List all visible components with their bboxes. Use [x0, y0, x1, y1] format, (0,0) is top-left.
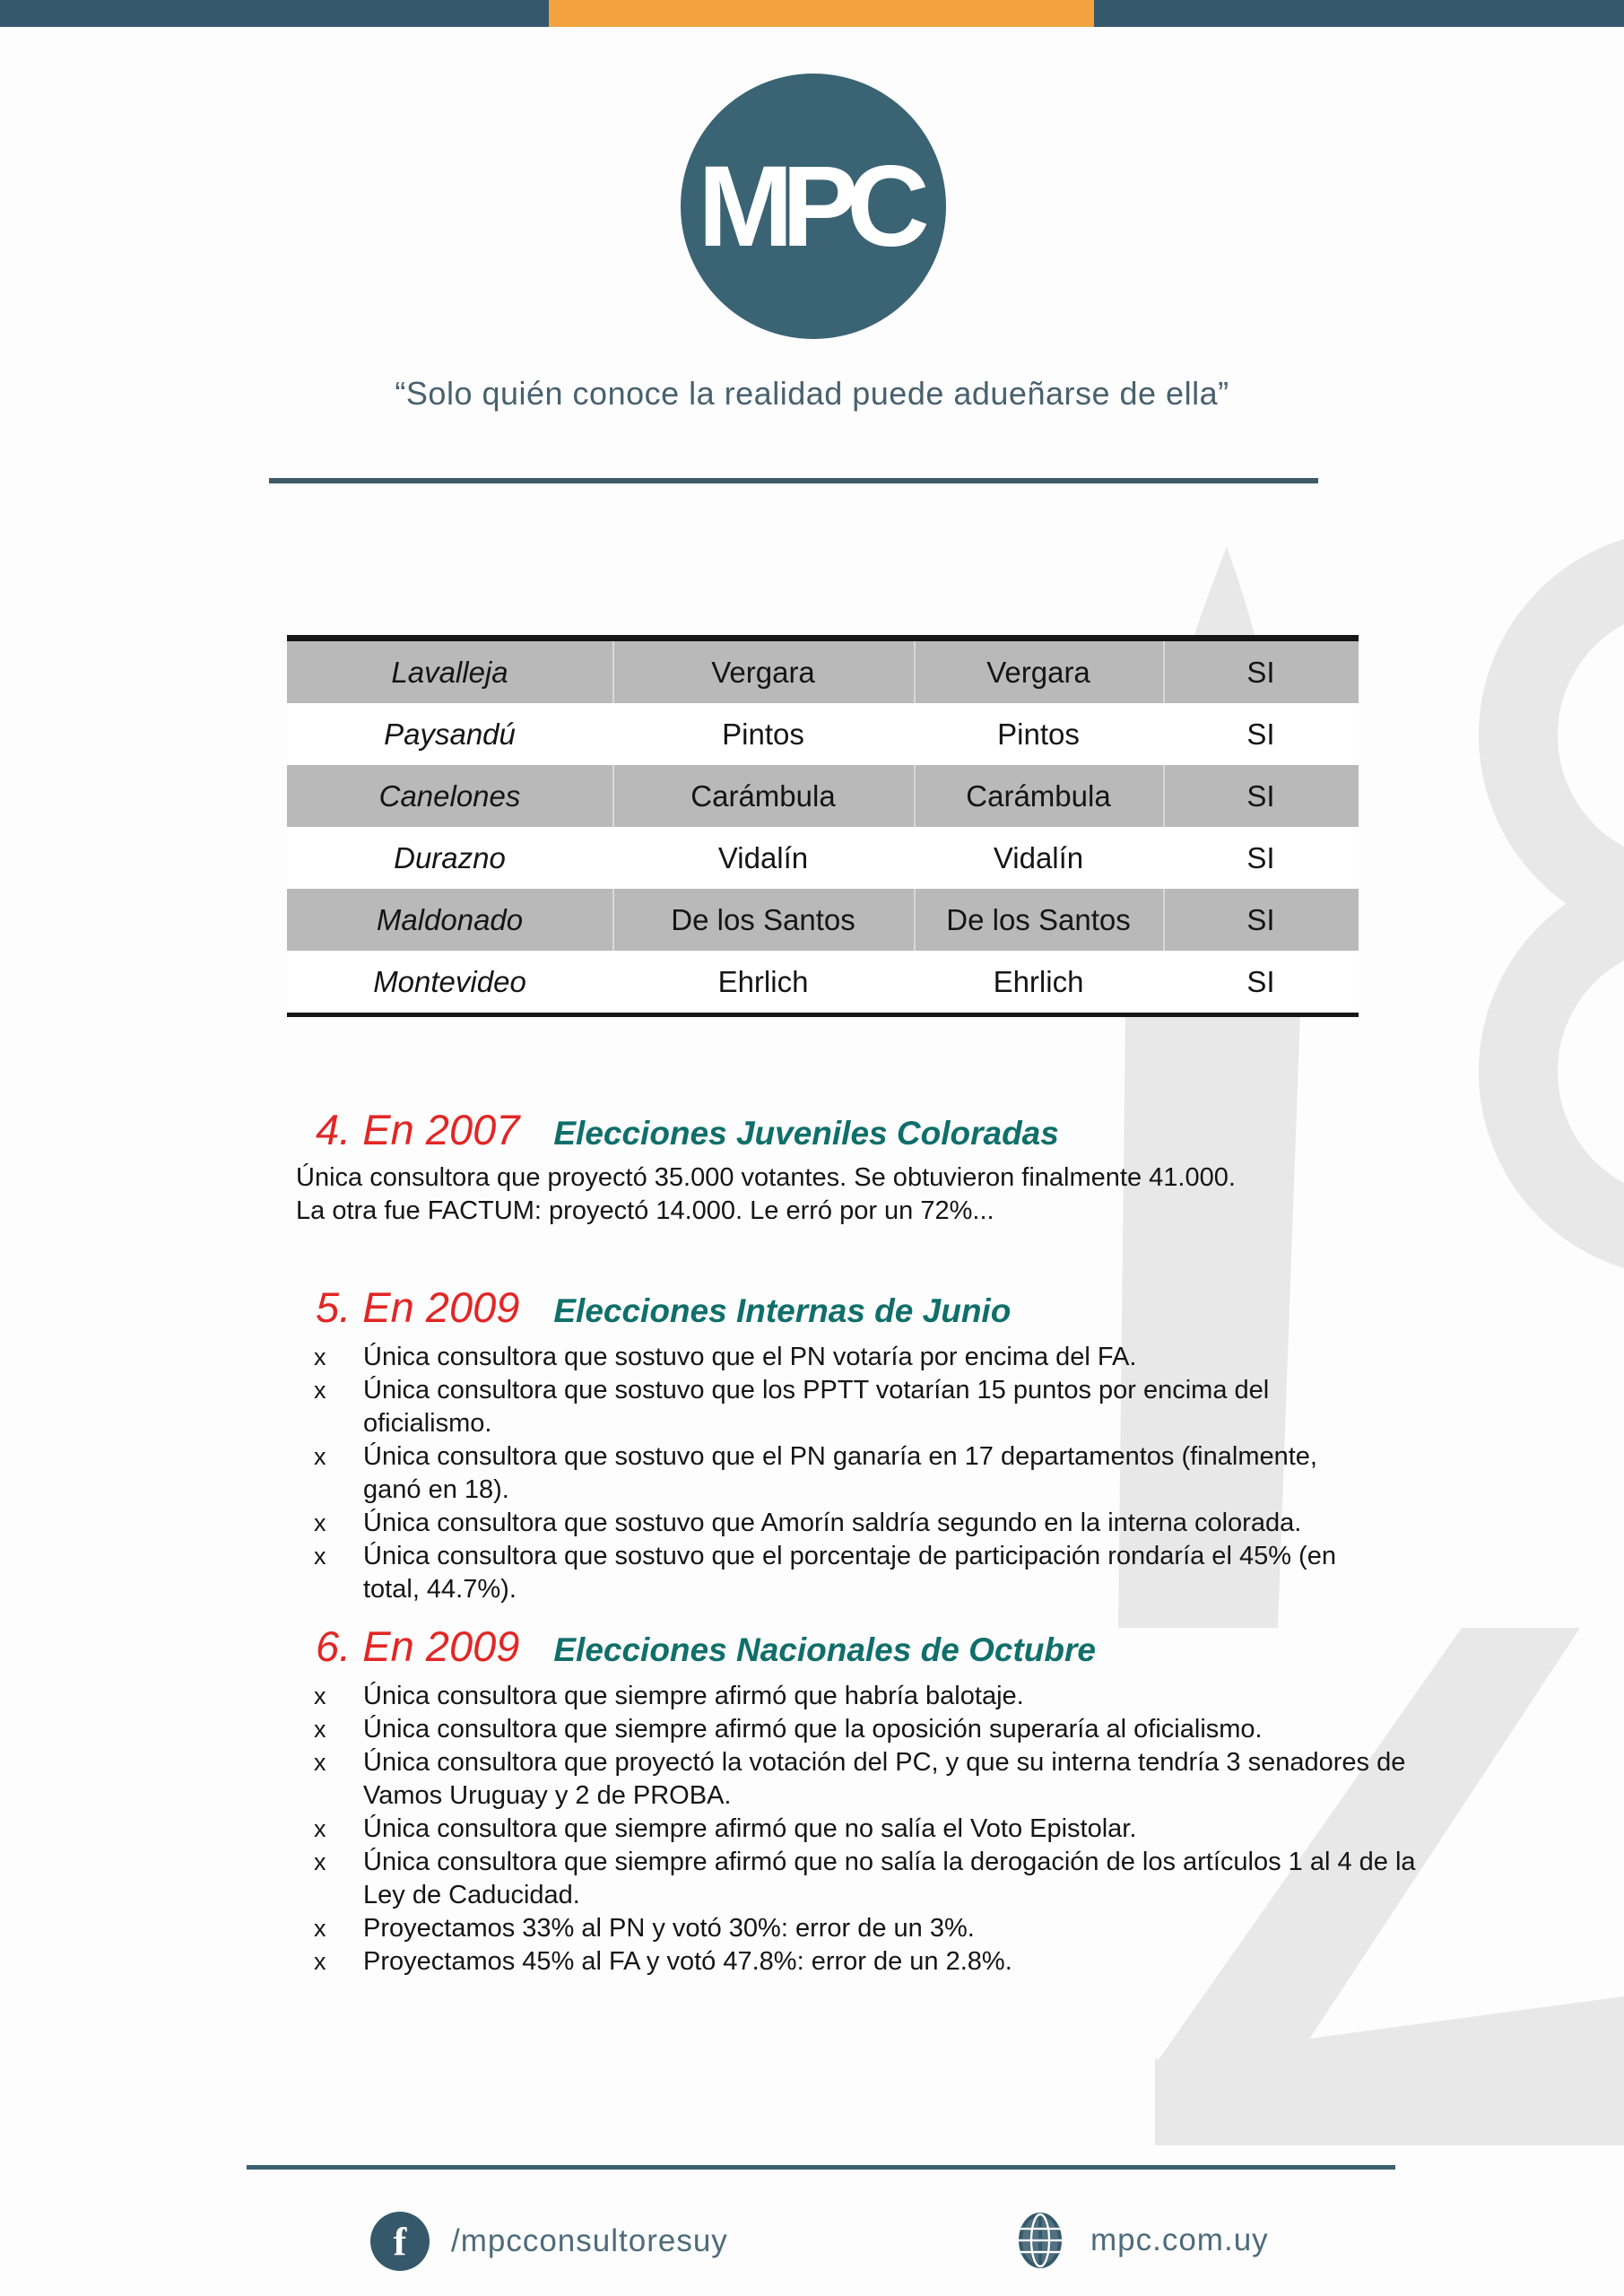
company-quote: “Solo quién conoce la realidad puede adueñarse de ella”: [395, 375, 1229, 412]
website-url: mpc.com.uy: [1090, 2222, 1269, 2257]
globe-icon: [1012, 2212, 1069, 2269]
candidate-cell: Pintos: [997, 717, 1080, 751]
top-bar: [0, 0, 1624, 27]
section-2009-nacionales: [0, 1622, 1624, 1979]
bullet-text: Única consultora que sostuvo que Amorín saldría segundo en la interna colorada.: [363, 1509, 1302, 1537]
facebook-link[interactable]: [370, 2212, 728, 2271]
department-cell: Maldonado: [376, 902, 524, 936]
result-cell: SI: [1163, 765, 1359, 827]
section-heading: [316, 1283, 1624, 1332]
bullet-item: [314, 1680, 1624, 1713]
section-title: Elecciones Internas de Junio: [553, 1292, 1012, 1329]
bullet-text: Única consultora que sostuvo que los PPTT votarían 15 puntos por encima del oficialismo.: [363, 1376, 1270, 1438]
candidate-cell: Vergara: [914, 641, 1163, 703]
section-title: Elecciones Nacionales de Octubre: [553, 1631, 1096, 1668]
candidate-cell: Vidalín: [993, 840, 1084, 874]
bullet-marker: x: [314, 1815, 326, 1842]
bullet-item: [314, 1540, 1624, 1606]
bullet-marker: x: [314, 1377, 326, 1404]
section-2009-internas: [0, 1283, 1624, 1606]
top-bar-orange-accent: [549, 0, 1094, 27]
candidate-cell: Ehrlich: [993, 964, 1084, 998]
candidate-cell: De los Santos: [612, 889, 914, 951]
bullet-marker: x: [314, 1509, 326, 1536]
bullet-marker: x: [314, 1543, 326, 1570]
candidate-cell: Carámbula: [914, 765, 1163, 827]
bullet-marker: x: [314, 1683, 326, 1709]
bullet-list: [314, 1680, 1624, 1979]
results-table: [287, 635, 1359, 1017]
bullet-item: [314, 1341, 1624, 1374]
result-cell: SI: [1246, 964, 1275, 998]
section-number-year: 6. En 2009: [316, 1622, 520, 1670]
section-title: Elecciones Juveniles Coloradas: [553, 1115, 1059, 1152]
mpc-logo-text: MPC: [698, 142, 918, 271]
section-number-year: 5. En 2009: [316, 1283, 520, 1331]
bullet-marker: x: [314, 1915, 326, 1942]
candidate-cell: Vergara: [612, 641, 914, 703]
bullet-text: Proyectamos 45% al FA y votó 47.8%: error de un 2.8%.: [363, 1947, 1012, 1976]
bullet-text: Única consultora que siempre afirmó que no salía la derogación de los artículos 1 al 4 de la Ley de Caducidad.: [363, 1848, 1416, 1909]
bullet-marker: x: [314, 1716, 326, 1743]
table-row: [287, 703, 1359, 765]
section-heading: [316, 1622, 1624, 1671]
paragraph: Única consultora que proyectó 35.000 votantes. Se obtuvieron finalmente 41.000.: [296, 1163, 1236, 1192]
bullet-text: Única consultora que siempre afirmó que habría balotaje.: [363, 1682, 1024, 1710]
bullet-marker: x: [314, 1443, 326, 1470]
section-paragraphs: [296, 1161, 1408, 1228]
bullet-text: Única consultora que sostuvo que el PN votaría por encima del FA.: [363, 1343, 1137, 1371]
bullet-item: [314, 1746, 1624, 1813]
bullet-marker: x: [314, 1848, 326, 1875]
table-row: [287, 765, 1359, 827]
result-cell: SI: [1246, 840, 1275, 874]
facebook-icon: f: [370, 2212, 430, 2271]
bullet-item: [314, 1912, 1624, 1945]
bullet-item: [314, 1440, 1624, 1507]
result-cell: SI: [1163, 889, 1359, 951]
table-row: [287, 951, 1359, 1013]
bullet-item: [314, 1713, 1624, 1746]
bullet-text: Única consultora que siempre afirmó que la oposición superaría al oficialismo.: [363, 1715, 1263, 1744]
bullet-marker: x: [314, 1749, 326, 1776]
section-heading: [316, 1105, 1624, 1154]
bullet-item: [314, 1507, 1624, 1540]
table-row: [287, 889, 1359, 951]
bullet-text: Única consultora que sostuvo que el PN ganaría en 17 departamentos (finalmente, ganó en 18).: [363, 1442, 1317, 1504]
bullet-text: Única consultora que sostuvo que el porcentaje de participación rondaría el 45% (en total, 44.7%).: [363, 1542, 1336, 1604]
bullet-text: Única consultora que proyectó la votación del PC, y que su interna tendría 3 senadores de Vamos Uruguay y 2 de PROBA.: [363, 1748, 1406, 1810]
bullet-item: [314, 1374, 1624, 1440]
candidate-cell: Ehrlich: [717, 964, 809, 998]
bullet-item: [314, 1813, 1624, 1846]
department-cell: Durazno: [394, 840, 506, 874]
section-2007-juveniles: [0, 1105, 1624, 1228]
candidate-cell: Carámbula: [612, 765, 914, 827]
department-cell: Paysandú: [384, 717, 516, 751]
bullet-marker: x: [314, 1344, 326, 1370]
bullet-text: Proyectamos 33% al PN y votó 30%: error de un 3%.: [363, 1914, 975, 1943]
mpc-logo: [681, 74, 946, 339]
bullet-item: [314, 1846, 1624, 1912]
result-cell: SI: [1246, 717, 1275, 751]
table-row: [287, 641, 1359, 703]
website-link[interactable]: [1012, 2212, 1269, 2269]
bullet-list: [314, 1341, 1624, 1606]
department-cell: Montevideo: [373, 964, 526, 998]
candidate-cell: Vidalín: [717, 840, 809, 874]
bullet-text: Única consultora que siempre afirmó que no salía el Voto Epistolar.: [363, 1814, 1137, 1843]
department-cell: Lavalleja: [391, 655, 508, 689]
result-cell: SI: [1163, 641, 1359, 703]
footer-divider: [247, 2165, 1395, 2170]
section-number-year: 4. En 2007: [316, 1106, 520, 1153]
bullet-item: [314, 1945, 1624, 1979]
candidate-cell: De los Santos: [914, 889, 1163, 951]
table-row: [287, 827, 1359, 889]
department-cell: Canelones: [378, 778, 521, 813]
bullet-marker: x: [314, 1948, 326, 1975]
candidate-cell: Pintos: [722, 717, 804, 751]
facebook-handle: /mpcconsultoresuy: [451, 2223, 728, 2258]
paragraph: La otra fue FACTUM: proyectó 14.000. Le erró por un 72%...: [296, 1196, 994, 1225]
header-divider: [269, 478, 1318, 483]
